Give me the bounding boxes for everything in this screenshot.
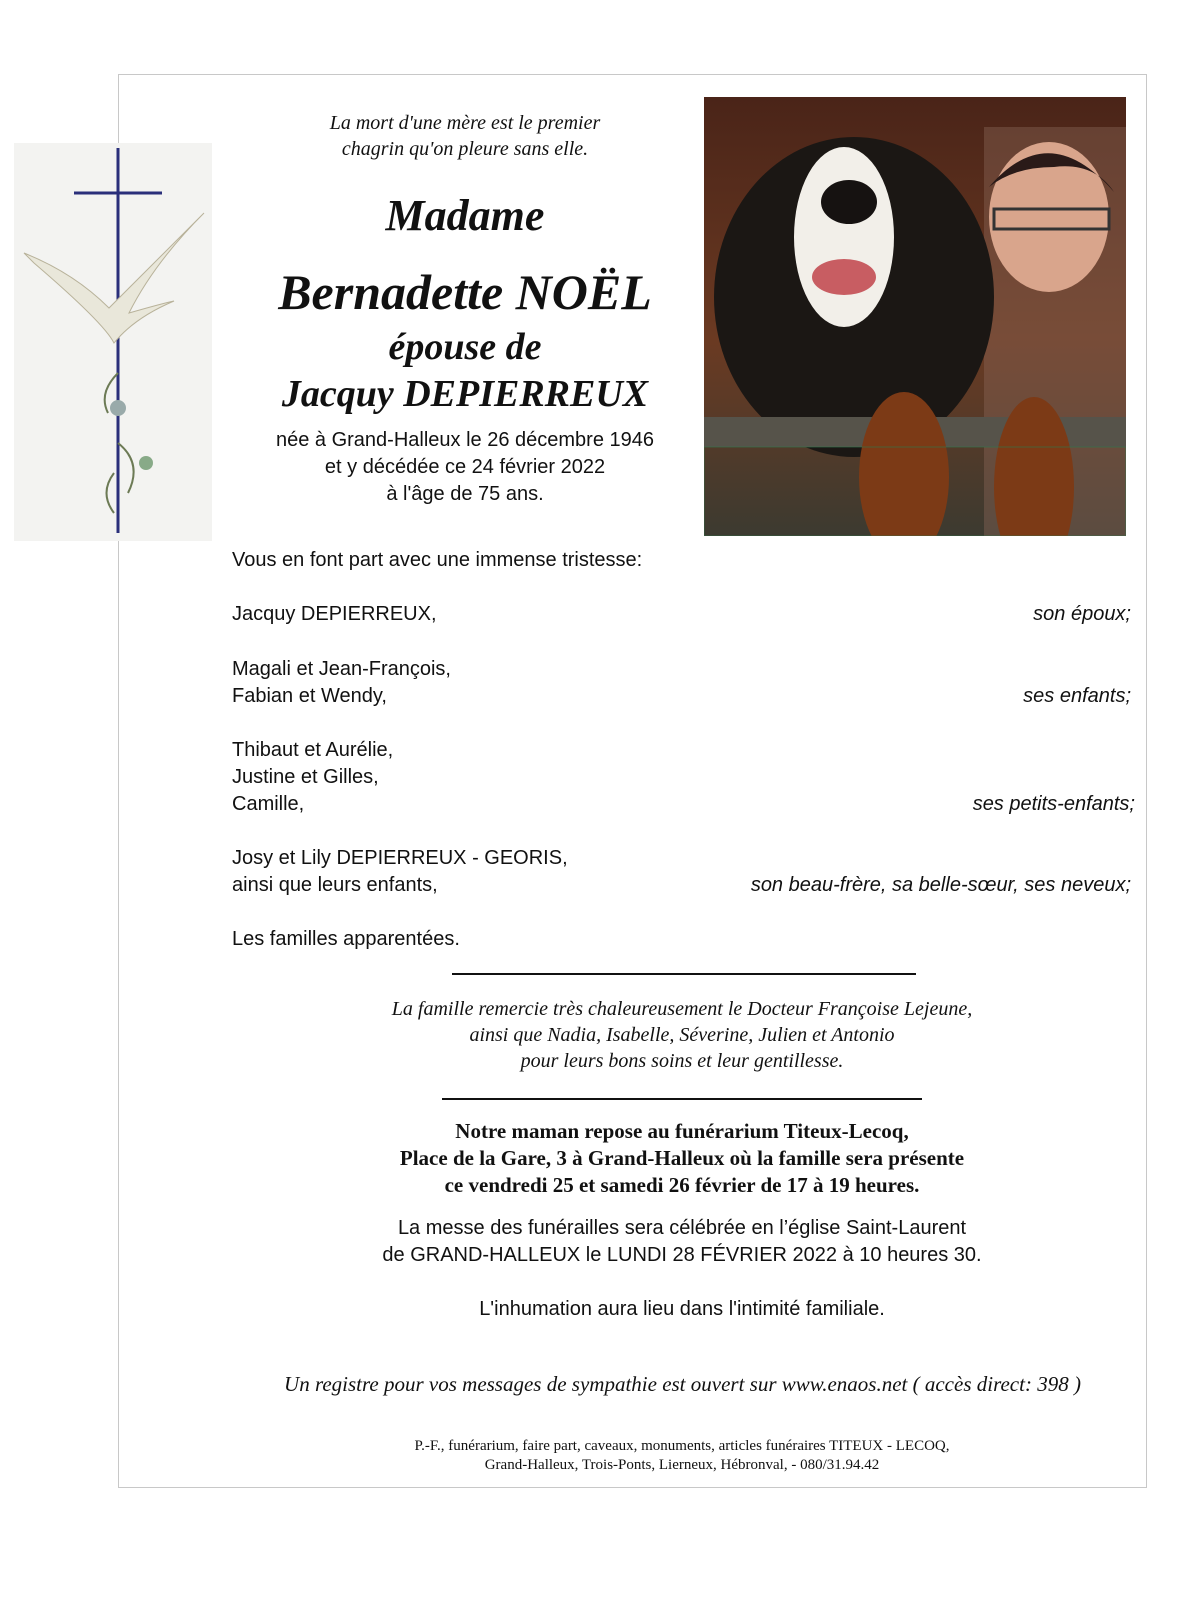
dates bbox=[220, 427, 710, 508]
quote-line: chagrin qu'on pleure sans elle. bbox=[341, 138, 589, 160]
visit-line: Notre maman repose au funérarium Titeux-Lecoq, bbox=[455, 1119, 909, 1143]
birth-line: née à Grand-Halleux le 26 décembre 1946 bbox=[275, 429, 655, 451]
thanks-line: La famille remercie très chaleureusement le Docteur Françoise Lejeune, bbox=[391, 998, 973, 1020]
family-name: Magali et Jean-François, bbox=[232, 658, 451, 680]
footer-line: P.-F., funérarium, faire part, caveaux, monuments, articles funéraires TITEUX - LECOQ, bbox=[414, 1438, 950, 1454]
visitation bbox=[282, 1118, 1082, 1199]
family-name: Jacquy DEPIERREUX, bbox=[232, 603, 437, 625]
family-name: Camille, bbox=[232, 793, 305, 815]
family-name: Justine et Gilles, bbox=[232, 766, 379, 788]
family-name: Thibaut et Aurélie, bbox=[232, 739, 394, 761]
deceased-name: Bernadette NOËL bbox=[278, 264, 652, 320]
extended-families: Les familles apparentées. bbox=[232, 928, 460, 950]
burial: L'inhumation aura lieu dans l'intimité familiale. bbox=[479, 1298, 885, 1320]
cross-dove-illustration bbox=[14, 143, 212, 541]
thanks-line: ainsi que Nadia, Isabelle, Séverine, Julien et Antonio bbox=[469, 1024, 895, 1046]
visit-line: ce vendredi 25 et samedi 26 février de 17 à 19 heures. bbox=[444, 1173, 920, 1197]
spouse-name: Jacquy DEPIERREUX bbox=[281, 373, 649, 415]
intro: Vous en font part avec une immense tristesse: bbox=[232, 549, 643, 571]
quote bbox=[240, 110, 690, 162]
register-notice: Un registre pour vos messages de sympathie est ouvert sur www.enaos.net ( accès direct: 398 ) bbox=[284, 1372, 1081, 1396]
mass-line: La messe des funérailles sera célébrée en l’église Saint-Laurent bbox=[397, 1217, 967, 1239]
cross-icon bbox=[14, 143, 212, 541]
quote-line: La mort d'une mère est le premier bbox=[329, 112, 601, 134]
family-relation: ses petits-enfants; bbox=[972, 793, 1135, 815]
death-line: et y décédée ce 24 février 2022 bbox=[324, 456, 606, 478]
footer bbox=[282, 1437, 1082, 1475]
family-relation: ses enfants; bbox=[1023, 685, 1131, 707]
divider bbox=[442, 1098, 922, 1100]
funeral-mass bbox=[282, 1215, 1082, 1269]
spouse-label: épouse de bbox=[388, 326, 542, 368]
family-name: Josy et Lily DEPIERREUX - GEORIS, bbox=[232, 847, 568, 869]
footer-line: Grand-Halleux, Trois-Ponts, Lierneux, Hébronval, - 080/31.94.42 bbox=[484, 1457, 880, 1473]
visit-line: Place de la Gare, 3 à Grand-Halleux où la famille sera présente bbox=[399, 1146, 965, 1170]
divider bbox=[452, 973, 916, 975]
age-line: à l'âge de 75 ans. bbox=[386, 483, 544, 505]
thanks bbox=[282, 996, 1082, 1074]
family-name: ainsi que leurs enfants, bbox=[232, 874, 438, 896]
thanks-line: pour leurs bons soins et leur gentillesse. bbox=[520, 1050, 844, 1072]
portrait-photo bbox=[704, 97, 1126, 536]
mass-line: de GRAND-HALLEUX le LUNDI 28 FÉVRIER 2022 à 10 heures 30. bbox=[382, 1244, 982, 1266]
family-relation: son époux; bbox=[1033, 603, 1131, 625]
family-relation: son beau-frère, sa belle-sœur, ses neveux; bbox=[750, 874, 1131, 896]
honorific: Madame bbox=[385, 191, 545, 240]
family-name: Fabian et Wendy, bbox=[232, 685, 387, 707]
